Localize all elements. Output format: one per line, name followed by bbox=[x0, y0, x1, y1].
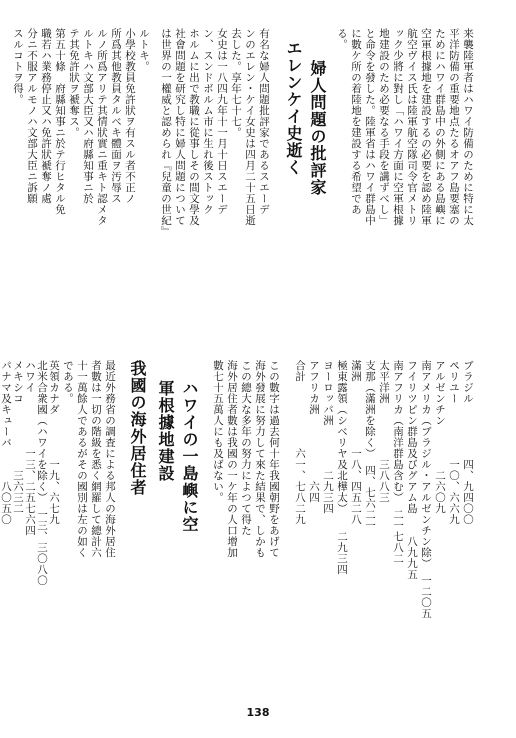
table-row: 英領カナダ 一九、六七九 bbox=[48, 360, 60, 525]
text-column: スルコトヲ得。 bbox=[12, 28, 24, 105]
text-column: 海外居住者數は我國の一ケ年の人口增加 bbox=[226, 360, 238, 558]
table-row: フイリツピン群島及びグアム島 八九九五 bbox=[406, 360, 418, 580]
text-column: この總大な多年の努力によつて得た bbox=[240, 360, 252, 536]
text-column: 地建設のため必要なる手段を講ずべし」 bbox=[378, 28, 390, 226]
text-column: ンのエレン・ケイ女史は四月二十五日逝 bbox=[244, 28, 256, 226]
text-column: 社會問題を研究し特に婦人問題について bbox=[174, 28, 186, 226]
section-heading: 我國の海外居住者 bbox=[128, 360, 147, 496]
text-column: 空軍根據地を建設するの必要を認め陸軍 bbox=[420, 28, 432, 226]
text-column: ためにハワイ群島中の外側にある島嶼に bbox=[434, 28, 446, 226]
table-row: 支那（滿洲を除く） 四、七六二一 bbox=[364, 360, 376, 531]
text-column: る。 bbox=[336, 28, 348, 50]
text-column: 有名な婦人問題批評家であるスエーデ bbox=[258, 28, 270, 215]
section-heading: 婦人問題の批評家 bbox=[308, 60, 327, 196]
table-row: 極東露領（シベリヤ及北樺太） 二九三四 bbox=[336, 360, 348, 575]
text-column: と命令を發した。陸軍省はハワイ群島中 bbox=[364, 28, 376, 226]
text-column: テ其免許狀ヲ褫奪ス。 bbox=[68, 28, 80, 138]
page-number: 138 bbox=[246, 706, 270, 719]
text-column: 十一萬餘人であるがその國別は左の如く bbox=[76, 360, 88, 558]
text-column: 分ニ不服アルモノハ文部大臣ニ訴願 bbox=[26, 28, 38, 204]
text-column: 小學校教員免許狀ヲ有スル者不正ノ bbox=[124, 28, 136, 204]
section-heading: 軍根據地建設 bbox=[156, 380, 175, 482]
text-column: 去した。享年七十七。 bbox=[230, 28, 242, 138]
text-column: 最近外務省の調査による邦人の海外居住 bbox=[104, 360, 116, 558]
text-column: に數ケ所の着陸地を建設する希望であ bbox=[350, 28, 362, 215]
text-column: 者數は一切の階級を悉く網羅して總計六 bbox=[90, 360, 102, 558]
table-row: ヨーロッパ洲 二九三四 bbox=[322, 360, 334, 514]
table-row: 南アメリカ（ブラジル・アルゼンチン除） 一二〇五 bbox=[420, 360, 432, 619]
text-column: 海外發展に努力して來た結果で、しかも bbox=[254, 360, 266, 558]
text-column: 第五十條 府縣知事ニ於テ行ヒタル免 bbox=[54, 28, 66, 215]
text-column: である。 bbox=[62, 360, 74, 404]
text-column: 女史は一八四九年十一月十日スエーデ bbox=[216, 28, 228, 215]
table-row: 合計 六一、七八二九 bbox=[294, 360, 306, 525]
text-column: 来襲陸軍者はハワイ防備のために特に太 bbox=[462, 28, 474, 226]
table-row: ハワイ 一三、二五七六四 bbox=[24, 360, 36, 536]
table-row: 太平洋洲 三八八三 bbox=[378, 360, 390, 503]
table-row: アルゼンチン 二六〇九 bbox=[434, 360, 446, 514]
table-row: ブラジル 四、九四〇〇 bbox=[462, 360, 474, 525]
text-column: ン、スンドボルム市に生れ後ストック bbox=[202, 28, 214, 215]
table-row: パナマ及キューバ 八〇五〇 bbox=[0, 360, 12, 525]
table-row: メキシコ 三六三二 bbox=[12, 360, 24, 514]
text-column: 平洋防備の重要地点たるオアフ島要塞の bbox=[448, 28, 460, 226]
section-heading: エレンケイ史逝く bbox=[284, 40, 303, 176]
table-row: 北米合衆國（ハワイを除く） 一三、三〇八〇 bbox=[36, 360, 48, 586]
text-column: ルトキ。 bbox=[138, 28, 150, 72]
text-column: 職若ハ業務停止又ハ免許狀褫奪ノ處 bbox=[40, 28, 52, 204]
table-row: 滿洲 一八、四五二八 bbox=[350, 360, 362, 525]
text-column: 航空ヴイス氏は陸軍航空隊司令官メトリ bbox=[406, 28, 418, 226]
text-column: は世界の一權威と認められ『兒童の世紀』 bbox=[160, 28, 172, 237]
table-row: ペリユー 一〇、六六九 bbox=[448, 360, 460, 525]
text-column: ルトキハ文部大臣又ハ府縣知事ニ於 bbox=[82, 28, 94, 204]
text-column: この數字は過去何十年我國朝野をあげて bbox=[268, 360, 280, 558]
text-column: ック少將に對し「ハワイ方面に空軍根據 bbox=[392, 28, 404, 226]
table-row: アフリカ洲 六四 bbox=[308, 360, 320, 503]
section-heading: ハワイの一島嶼に空 bbox=[180, 380, 199, 533]
text-column: ホルムに出で教職に從事しその間文學及 bbox=[188, 28, 200, 226]
table-row: 南アフリカ（南洋群島含む） 二一七八二 bbox=[392, 360, 404, 564]
text-column: 數七十五萬人にも及ばない。 bbox=[212, 360, 224, 503]
text-column: ルノ所爲アリテ其情狀實ニ重キト認メタ bbox=[96, 28, 108, 226]
text-column: 所爲其他教員タルベキ體面ヲ汚辱ス bbox=[110, 28, 122, 204]
